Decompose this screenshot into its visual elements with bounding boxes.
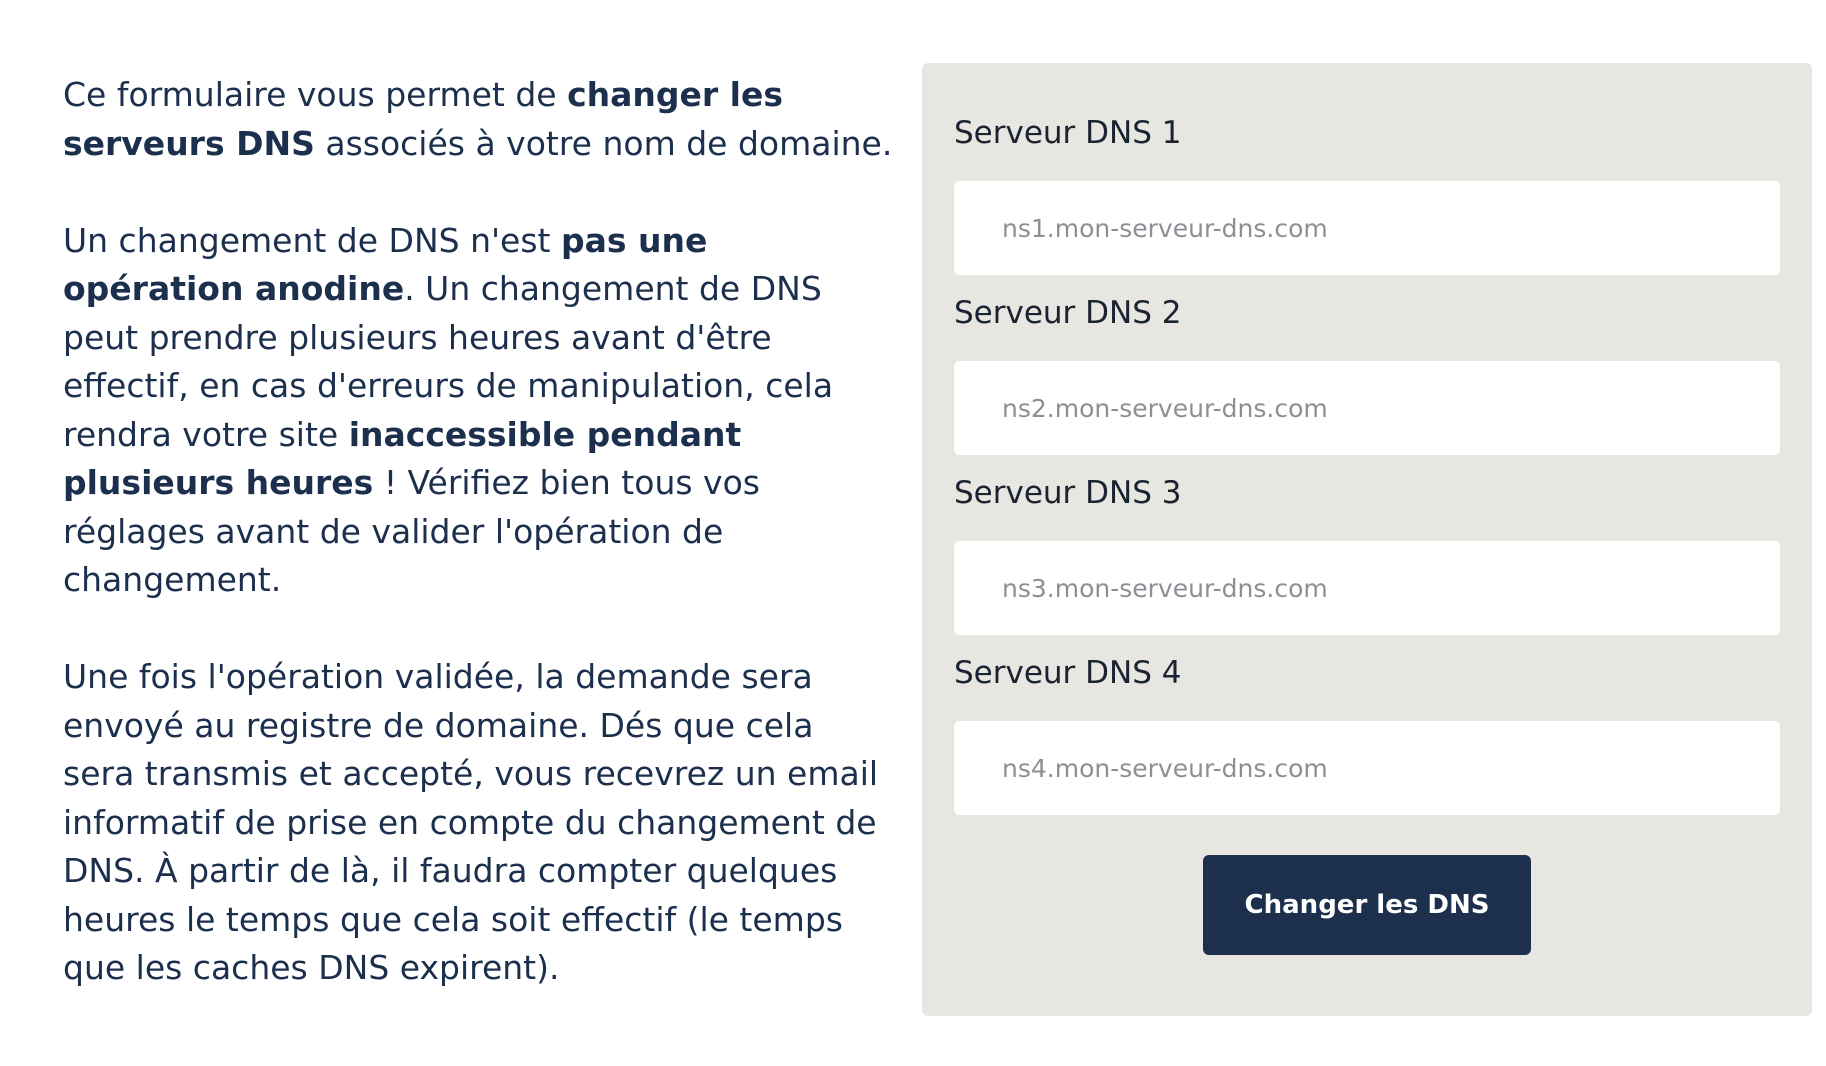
info-p1-text-before: Ce formulaire vous permet de bbox=[63, 75, 568, 114]
change-dns-button[interactable]: Changer les DNS bbox=[1203, 855, 1531, 955]
dns-field-4 bbox=[954, 653, 1780, 815]
dns-change-form bbox=[922, 63, 1812, 1016]
dns-field-2 bbox=[954, 293, 1780, 455]
dns-server-1-input[interactable] bbox=[954, 181, 1780, 275]
dns-server-2-label: Serveur DNS 2 bbox=[954, 295, 1182, 331]
dns-server-3-input[interactable] bbox=[954, 541, 1780, 635]
dns-server-4-label: Serveur DNS 4 bbox=[954, 655, 1182, 691]
submit-row bbox=[954, 855, 1780, 955]
dns-field-3 bbox=[954, 473, 1780, 635]
dns-server-1-label: Serveur DNS 1 bbox=[954, 115, 1182, 151]
info-p2-text-1: Un changement de DNS n'est bbox=[63, 220, 561, 260]
dns-server-2-input[interactable] bbox=[954, 361, 1780, 455]
dns-server-4-input[interactable] bbox=[954, 721, 1780, 815]
info-p2-bold-2: inaccessible pendant plusieurs heures bbox=[63, 414, 742, 502]
dns-info-text bbox=[63, 71, 893, 1041]
info-p1-bold: changer les serveurs DNS bbox=[63, 75, 783, 163]
info-p2-text-2: . Un changement de DNS peut prendre plusieurs heures avant d'être effectif, en cas d'erreurs de manipulation, cela rendra votre site bbox=[63, 269, 834, 454]
info-paragraph-2 bbox=[63, 217, 893, 605]
info-p2-bold-1: pas une opération anodine bbox=[63, 220, 708, 308]
dns-field-1 bbox=[954, 113, 1780, 275]
info-paragraph-3: Une fois l'opération validée, la demande sera envoyé au registre de domaine. Dés que cela sera transmis et accepté, vous recevrez un email informatif de prise en compte du changement de DNS. À partir de là, il faudra compter quelques heures le temps que cela soit effectif (le temps que les caches DNS expirent). bbox=[63, 657, 879, 987]
info-paragraph-1 bbox=[63, 71, 893, 168]
info-p1-text-after: associés à votre nom de domaine. bbox=[314, 123, 893, 163]
info-p2-text-3: ! Vérifiez bien tous vos réglages avant de valider l'opération de changement. bbox=[63, 463, 760, 599]
dns-server-3-label: Serveur DNS 3 bbox=[954, 475, 1182, 511]
